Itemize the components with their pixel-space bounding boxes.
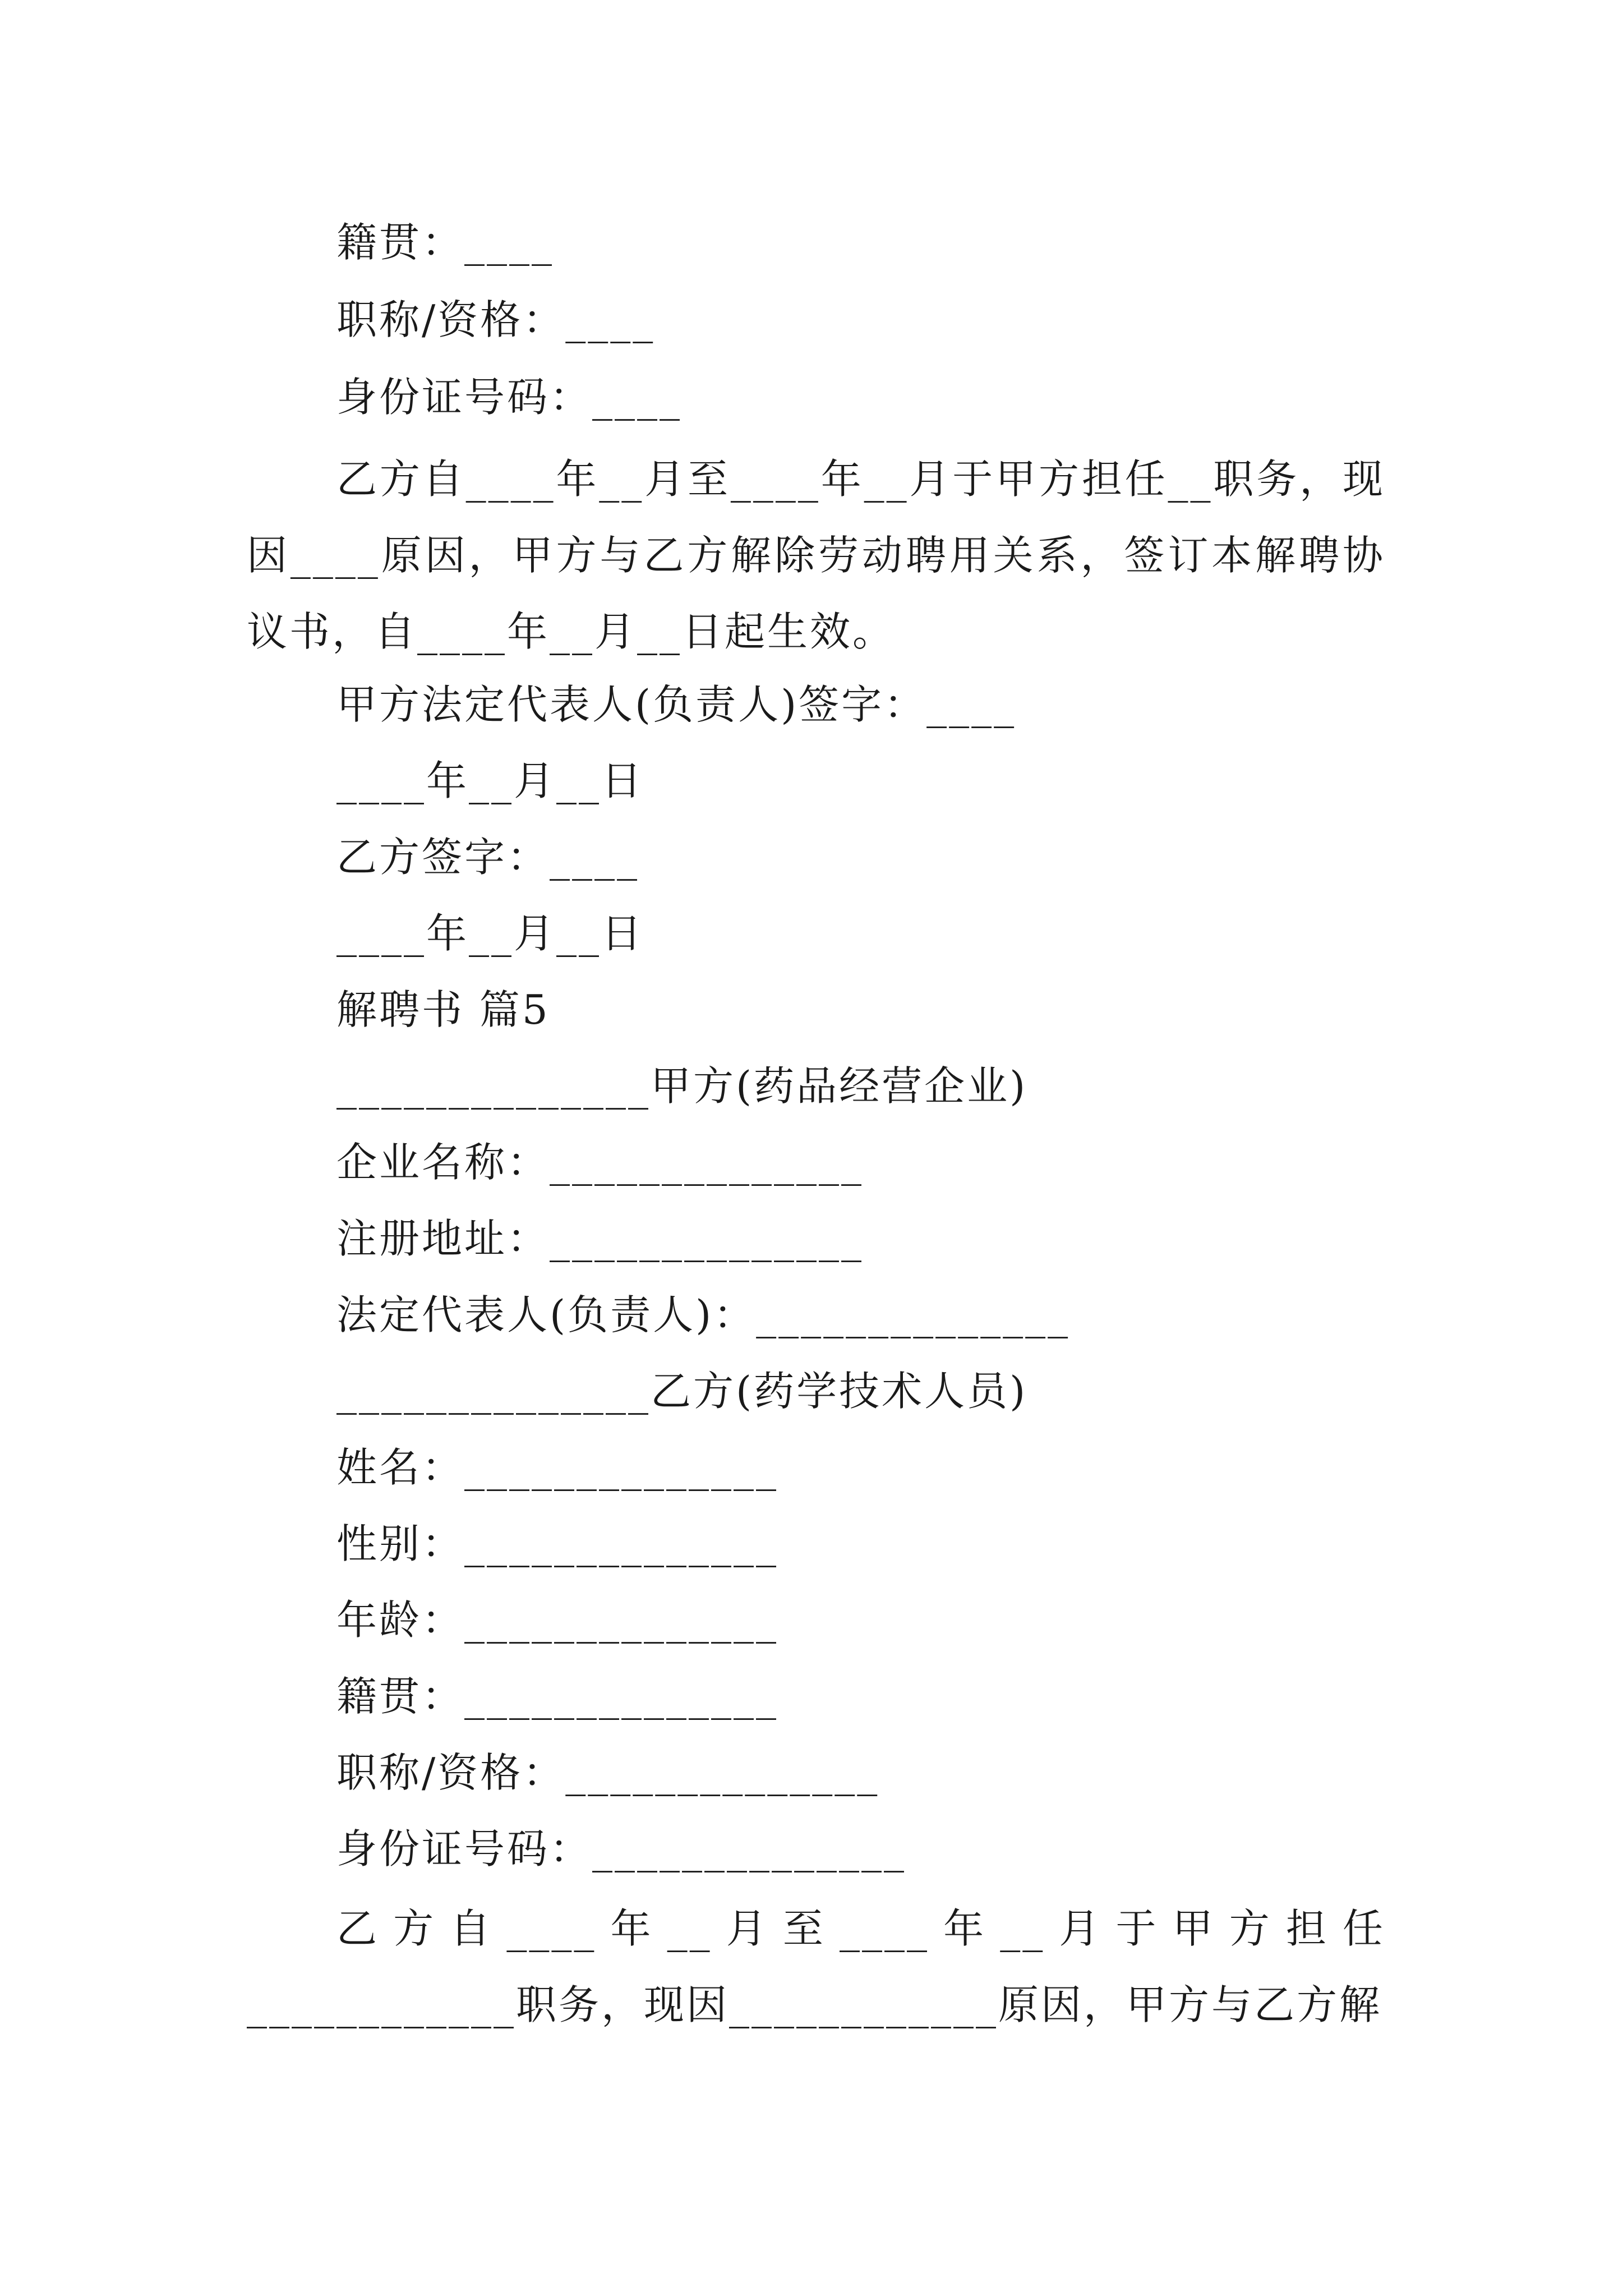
- company-name-line: 企业名称：______________: [336, 1139, 864, 1186]
- native-place-line: 籍贯：____: [336, 219, 555, 266]
- party-a-date-line: ____年__月__日: [336, 757, 644, 804]
- name-line: 姓名：______________: [336, 1444, 779, 1491]
- title-qualification-line: 职称/资格：____: [336, 296, 656, 343]
- gender-line: 性别：______________: [336, 1520, 779, 1567]
- registered-address-line: 注册地址：______________: [336, 1215, 864, 1262]
- native-place-line-2: 籍贯：______________: [336, 1673, 779, 1720]
- party-b-header-line: ______________乙方(药学技术人员): [336, 1368, 1028, 1415]
- age-line: 年龄：______________: [336, 1596, 779, 1644]
- party-a-signature-line: 甲方法定代表人(负责人)签字：____: [336, 681, 1017, 728]
- party-a-header-line: ______________甲方(药品经营企业): [336, 1062, 1028, 1110]
- id-number-line-2: 身份证号码：______________: [336, 1825, 907, 1872]
- dismissal-clause-paragraph: 乙方自____年__月至____年__月于甲方担任__职务，现因____原因，甲方与乙方解除劳动聘用关系，签订本解聘协议书，自____年__月__日起生效。: [247, 455, 1385, 655]
- party-b-signature-line: 乙方签字：____: [336, 834, 640, 881]
- id-number-line: 身份证号码：____: [336, 374, 683, 421]
- party-b-date-line: ____年__月__日: [336, 910, 644, 957]
- title-qualification-line-2: 职称/资格：______________: [336, 1749, 880, 1796]
- dismissal-clause-paragraph-2: 乙方自____年__月至____年__月于甲方担任____________职务，现因____________原因，甲方与乙方解: [247, 1905, 1385, 2028]
- section-heading: 解聘书 篇5: [336, 986, 550, 1033]
- legal-representative-line: 法定代表人(负责人)：______________: [336, 1291, 1071, 1338]
